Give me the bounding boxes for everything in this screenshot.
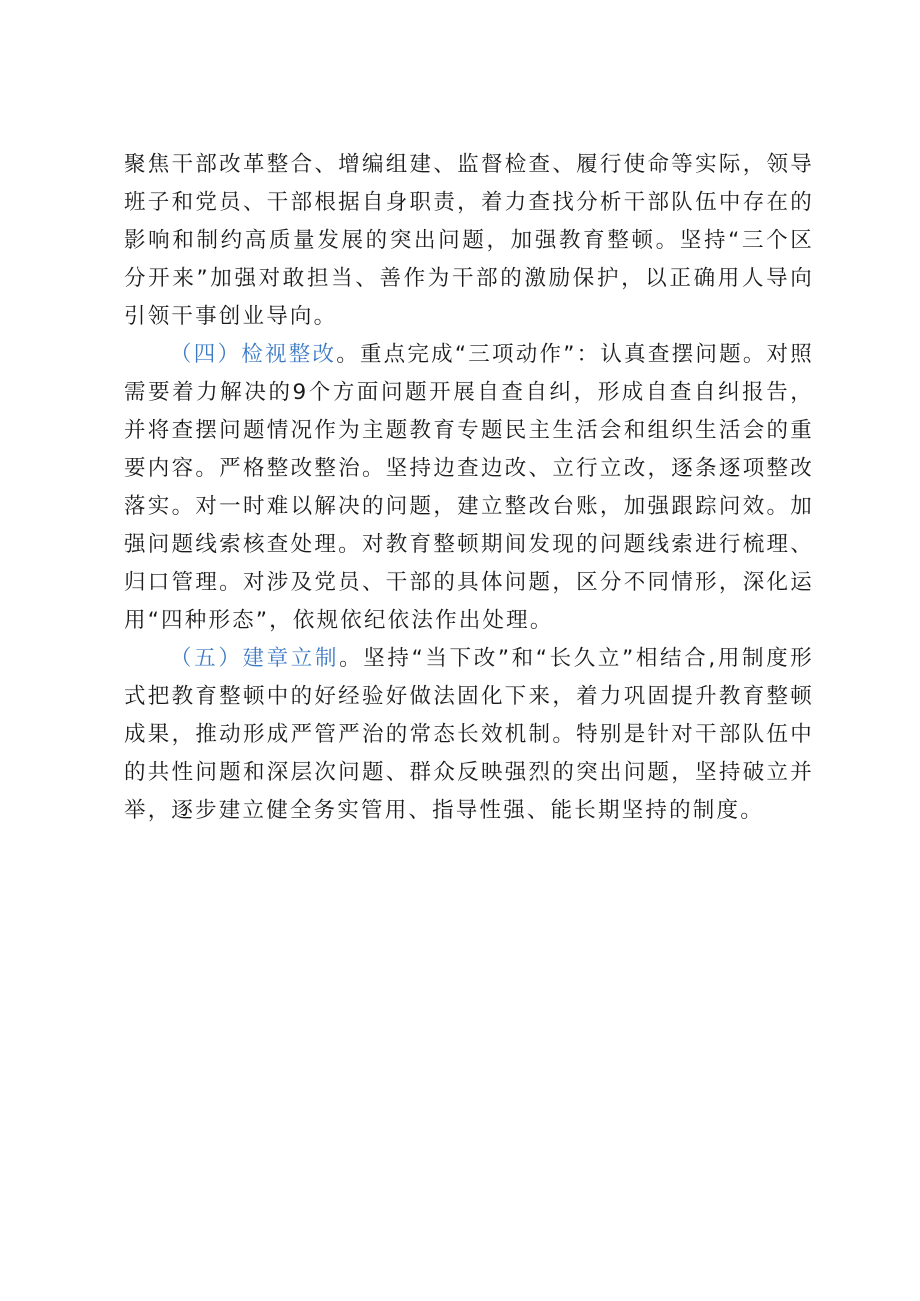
paragraph-inspection-rectification xyxy=(124,336,814,640)
document-body xyxy=(124,146,814,830)
paragraph-text: 。重点完成“三项动作”：认真查摆问题。对照需要着力解决的9个方面问题开展自查自纠，形成自查自纠报告，并将查摆问题情况作为主题教育专题民主生活会和组织生活会的重要内容。严格整改整治。坚持边查边改、立行立改，逐条逐项整改落实。对一时难以解决的问题，建立整改台账，加强跟踪问效。加强问题线索核查处理。对教育整顿期间发现的问题线索进行梳理、归口管理。对涉及党员、干部的具体问题，区分不同情形，深化运用“四种形态”，依规依纪依法作出处理。 xyxy=(124,342,815,633)
paragraph-focus-reform xyxy=(124,146,814,336)
paragraph-text: 聚焦干部改革整合、增编组建、监督检查、履行使命等实际，领导班子和党员、干部根据自身职责，着力查找分析干部队伍中存在的影响和制约高质量发展的突出问题，加强教育整顿。坚持“三个区分开来”加强对敢担当、善作为干部的激励保护，以正确用人导向引领干事创业导向。 xyxy=(124,152,814,329)
section-heading-inspection: （四）检视整改 xyxy=(170,342,337,367)
paragraph-text: 。坚持“当下改”和“长久立”相结合,用制度形式把教育整顿中的好经验好做法固化下来，着力巩固提升教育整顿成果，推动形成严管严治的常态长效机制。特别是针对干部队伍中的共性问题和深层次问题、群众反映强烈的突出问题，坚持破立并举，逐步建立健全务实管用、指导性强、能长期坚持的制度。 xyxy=(124,646,814,823)
paragraph-rules-system xyxy=(124,640,814,830)
section-heading-rules: （五）建章立制 xyxy=(170,646,340,671)
